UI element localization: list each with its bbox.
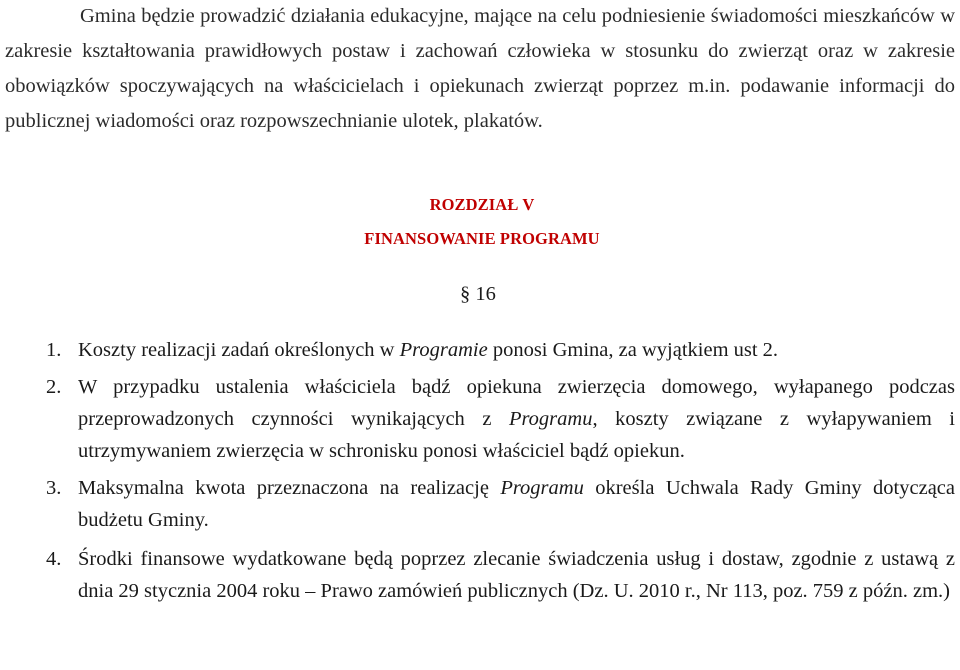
list-item-text-end: , koszty związane z wyłapywaniem i utrzymywaniem zwierzęcia w schronisku ponosi właściciel bądź opiekun.	[78, 408, 955, 462]
list-item-number: 3.	[46, 477, 62, 499]
list-item-emphasis: Programu	[500, 477, 584, 499]
paragraph-symbol: §	[460, 283, 471, 305]
intro-paragraph: Gmina będzie prowadzić działania edukacyjne, mające na celu podniesienie świadomości mieszkańców w zakresie kształtowania prawidłowych postaw i zachowań człowieka w stosunku do zwierząt oraz w zakresie obowiązków spoczywających na właścicielach i opiekunach zwierząt poprzez m.in. podawanie informacji do publicznej wiadomości oraz rozpowszechnianie ulotek, plakatów.	[5, 5, 955, 132]
list-item	[0, 543, 960, 607]
list-item-number: 1.	[46, 339, 62, 361]
list-item	[0, 371, 960, 467]
list-item-text: Koszty realizacji zadań określonych w	[78, 339, 400, 361]
list-item-emphasis: Programie	[399, 339, 488, 361]
list-item-text-end: określa Uchwala Rady Gminy dotycząca budżetu Gminy.	[78, 477, 955, 531]
list-item	[0, 334, 960, 366]
list-item-text: Środki finansowe wydatkowane będą poprzez zlecanie świadczenia usług i dostaw, zgodnie z ustawą z dnia 29 stycznia 2004 roku – Prawo zamówień publicznych (Dz. U. 2010 r., Nr 113, poz. 759 z późn. zm.)	[78, 548, 955, 602]
chapter-title: FINANSOWANIE PROGRAMU	[364, 229, 600, 248]
list-item-number: 2.	[46, 376, 62, 398]
chapter-number: ROZDZIAŁ V	[429, 195, 535, 214]
paragraph-heading	[460, 283, 496, 306]
list-item-text-end: ponosi Gmina, za wyjątkiem ust 2.	[487, 339, 779, 361]
list-item	[0, 472, 960, 536]
list-item-text: Maksymalna kwota przeznaczona na realizację	[78, 477, 501, 499]
list-item-emphasis: Programu	[508, 408, 593, 430]
paragraph-number: 16	[475, 283, 496, 305]
list-item-text: W przypadku ustalenia właściciela bądź opiekuna zwierzęcia domowego, wyłapanego podczas przeprowadzonych czynności wynikających z	[78, 376, 955, 430]
provisions-list	[0, 334, 960, 607]
list-item-number: 4.	[46, 548, 62, 570]
